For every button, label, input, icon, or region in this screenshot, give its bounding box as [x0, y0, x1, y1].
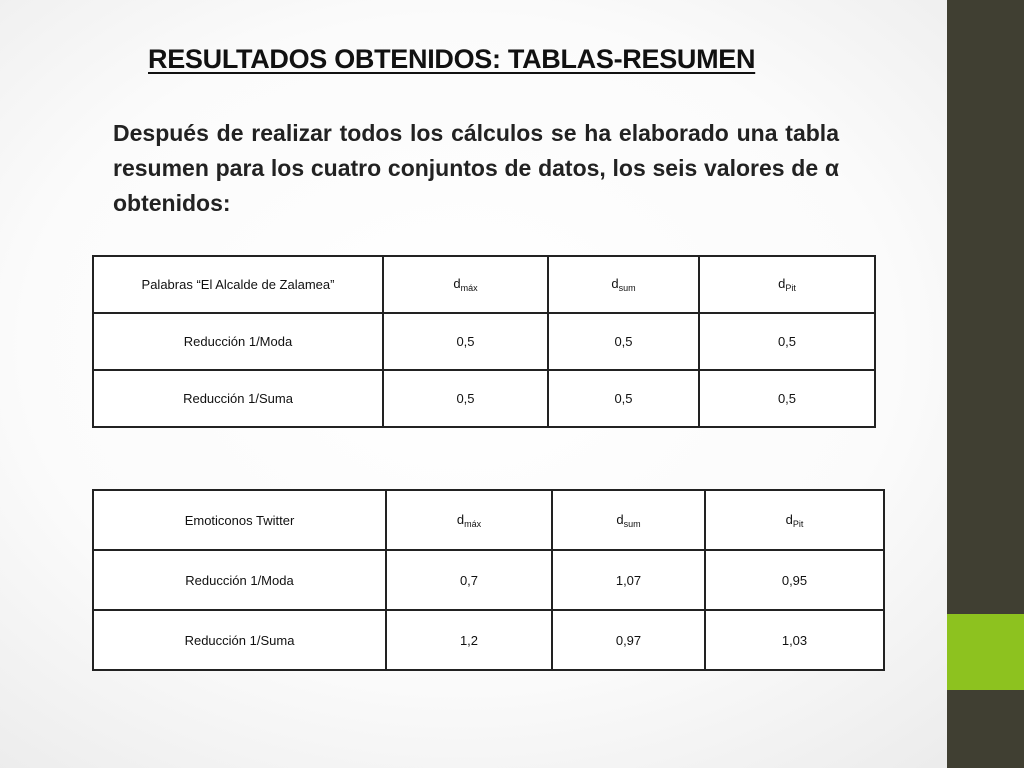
table-header-row: [93, 490, 884, 550]
col-dpit-base: d: [778, 276, 786, 291]
row-label: Reducción 1/Suma: [93, 610, 386, 670]
table-row: [93, 370, 875, 427]
col-dsum-base: d: [611, 276, 619, 291]
value-dsum: 0,5: [548, 313, 699, 370]
table-row: [93, 610, 884, 670]
summary-table-twitter: [92, 489, 885, 671]
col-dsum-sub: sum: [618, 283, 636, 293]
table-row: [93, 313, 875, 370]
col-dmax-sub: máx: [464, 518, 482, 529]
value-dpit: 0,5: [699, 313, 875, 370]
table-row: [93, 550, 884, 610]
value-dmax: 0,7: [386, 550, 552, 610]
intro-paragraph: Después de realizar todos los cálculos se ha elaborado una tabla resumen para los cuatro conjuntos de datos, los seis valores de α obtenidos:: [113, 120, 839, 216]
summary-table-zalamea: [92, 255, 876, 428]
slide-title: RESULTADOS OBTENIDOS: TABLAS-RESUMEN: [148, 44, 756, 74]
col-dmax-header: [383, 256, 548, 313]
value-dpit: 0,5: [699, 370, 875, 427]
value-dmax: 0,5: [383, 370, 548, 427]
row-label: Reducción 1/Suma: [93, 370, 383, 427]
value-dpit: 0,95: [705, 550, 884, 610]
value-dsum: 1,07: [552, 550, 705, 610]
col-dmax-base: d: [456, 511, 465, 527]
sidebar-accent-block: [947, 614, 1024, 690]
col-dmax-base: d: [453, 276, 461, 291]
col-dmax-sub: máx: [460, 283, 478, 293]
col-dpit-header: [699, 256, 875, 313]
right-sidebar-band: [947, 0, 1024, 768]
value-dsum: 0,97: [552, 610, 705, 670]
dataset-label-cell: Emoticonos Twitter: [93, 490, 386, 550]
col-dsum-header: [548, 256, 699, 313]
col-dmax-header: [386, 490, 552, 550]
value-dpit: 1,03: [705, 610, 884, 670]
col-dpit-header: [705, 490, 884, 550]
col-dpit-base: d: [785, 511, 793, 527]
col-dpit-sub: Pit: [785, 283, 796, 293]
value-dmax: 1,2: [386, 610, 552, 670]
col-dsum-header: [552, 490, 705, 550]
value-dsum: 0,5: [548, 370, 699, 427]
row-label: Reducción 1/Moda: [93, 313, 383, 370]
col-dsum-sub: sum: [623, 518, 641, 529]
col-dsum-base: d: [616, 511, 624, 527]
col-dpit-sub: Pit: [792, 518, 804, 529]
row-label: Reducción 1/Moda: [93, 550, 386, 610]
table-header-row: [93, 256, 875, 313]
value-dmax: 0,5: [383, 313, 548, 370]
dataset-label-cell: Palabras “El Alcalde de Zalamea”: [93, 256, 383, 313]
